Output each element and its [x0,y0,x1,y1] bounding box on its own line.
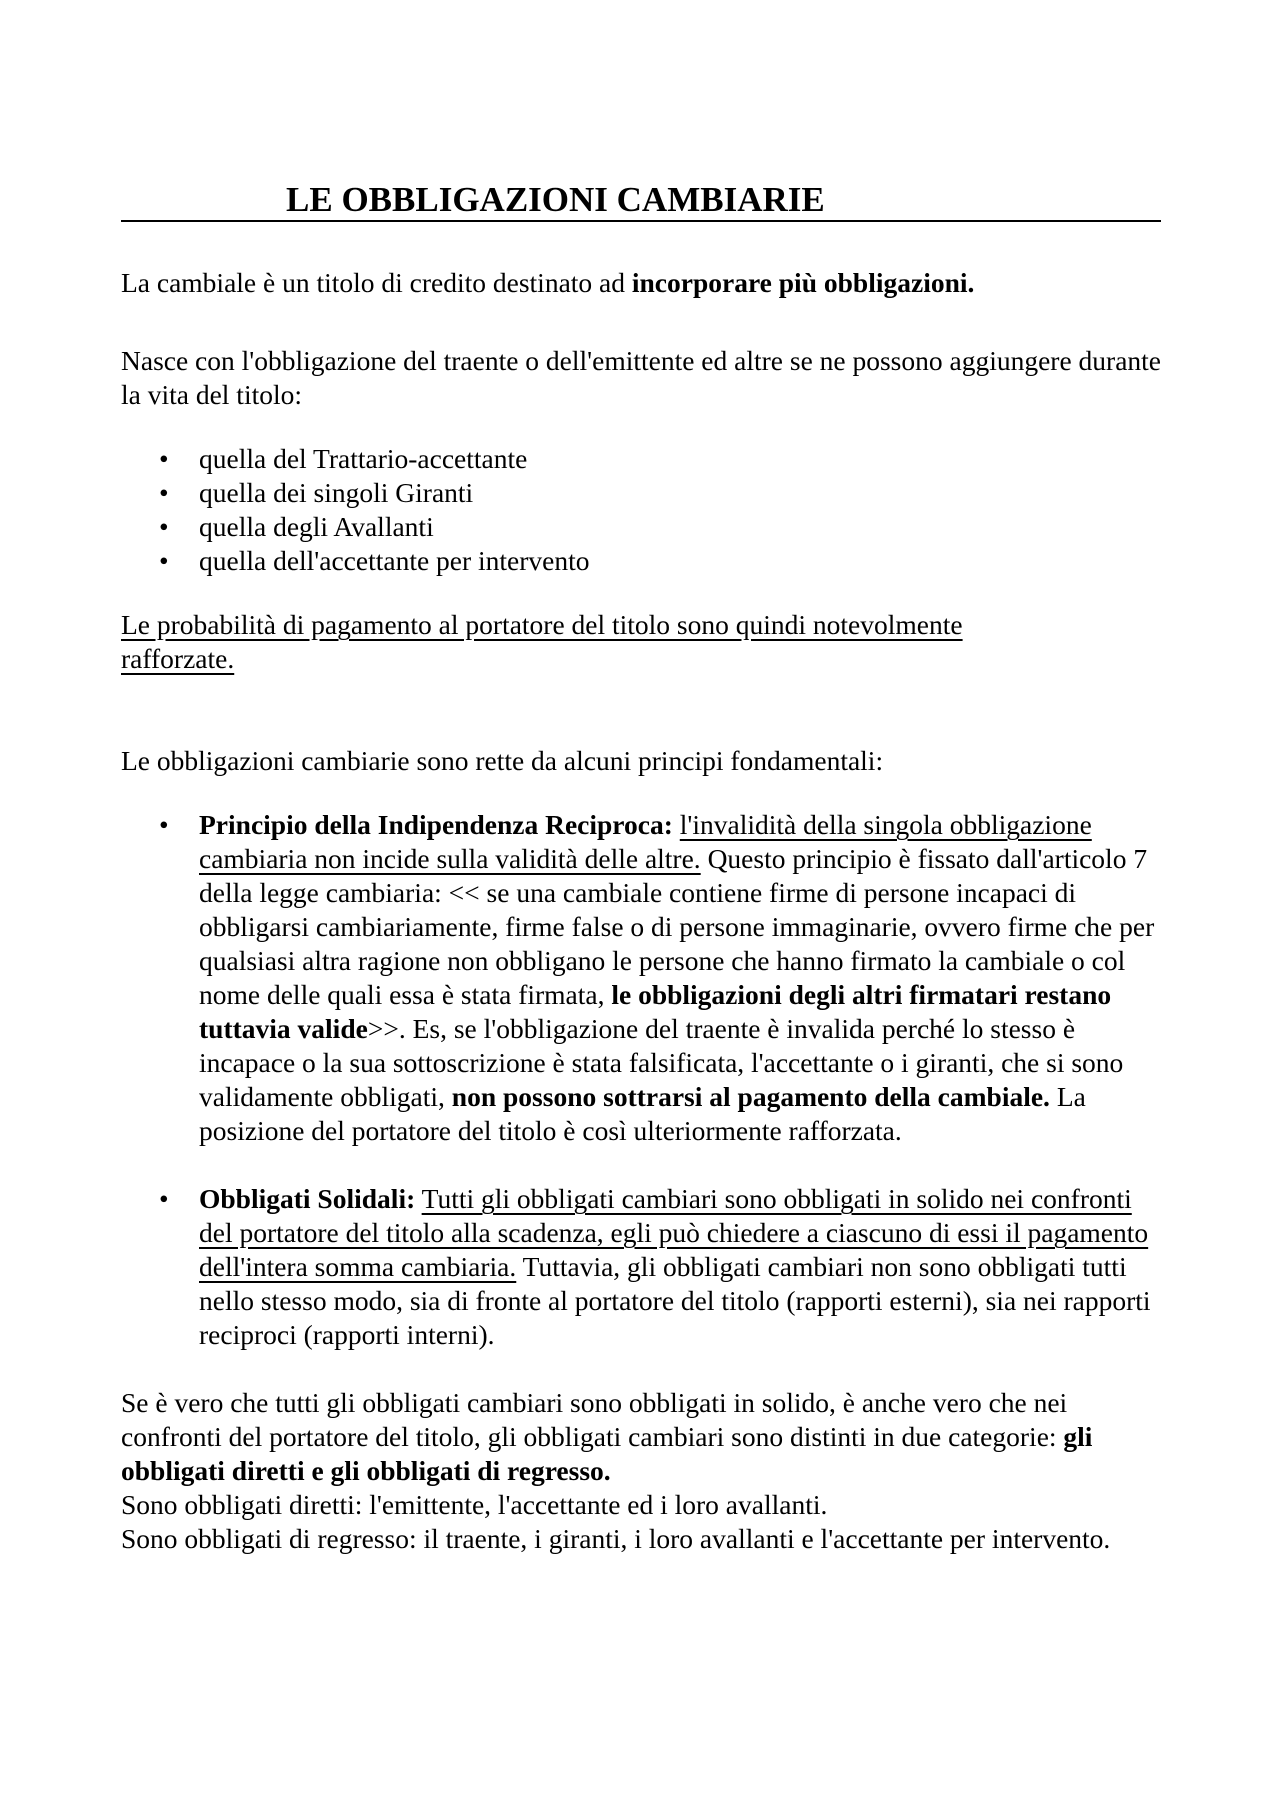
principle-underlined: Tutti gli obbligati cambiari sono obbligati in solido nei confronti del portatore del titolo alla scadenza, egli può chiedere a ciascuno di essi il pagamento dell'intera somma cambiaria. [199,1183,1149,1282]
conclusion-text: Se è vero che tutti gli obbligati cambiari sono obbligati in solido, è anche vero che nei confronti del portatore del titolo, gli obbligati cambiari sono distinti in due categorie: [121,1387,1068,1452]
bullet-icon: • [159,545,169,576]
document-page [121,180,1161,1556]
obligations-list [121,442,1161,578]
list-item [121,442,1161,476]
principle-text: >>. Es, se l'obbligazione del traente è invalida perché lo stesso è incapace o la sua sottoscrizione è stata falsificata, l'accettante o i giranti, che si sono validamente obbligati, [199,1013,1124,1112]
bullet-icon: • [159,809,169,840]
list-item [121,544,1161,578]
intro-bold: incorporare più obbligazioni. [631,267,975,298]
intro-paragraph [121,266,1161,300]
principles-list [121,808,1161,1352]
principle-bold: non possono sottrarsi al pagamento della cambiale. [451,1081,1050,1112]
intro-text: La cambiale è un titolo di credito destinato ad [121,267,632,298]
direct-obligors: Sono obbligati diretti: l'emittente, l'accettante ed i loro avallanti. [121,1489,828,1520]
bullet-icon: • [159,477,169,508]
list-item [121,510,1161,544]
principle-independence [121,808,1164,1148]
list-item-text: quella dell'accettante per intervento [199,545,590,576]
principle-text: Questo principio è fissato dall'articolo 7 della legge cambiaria: << se una cambiale contiene firme di persone incapaci di obbligarsi cambiariamente, firme false o di persone immaginarie, ovvero firme che per qualsiasi altra ragione non obbligano le persone che hanno firmato la cambiale o col nome delle quali essa è stata firmata, [199,843,1155,1010]
principle-solidarity [121,1182,1164,1352]
origin-paragraph: Nasce con l'obbligazione del traente o dell'emittente ed altre se ne possono aggiungere durante la vita del titolo: [121,345,1162,410]
principle-underlined: l'invalidità della singola obbligazione cambiaria non incide sulla validità delle altre. [199,809,1092,874]
list-item-text: quella degli Avallanti [199,511,434,542]
bullet-icon: • [159,511,169,542]
regress-obligors: Sono obbligati di regresso: il traente, i giranti, i loro avallanti e l'accettante per intervento. [121,1523,1111,1554]
conclusion-bold: gli obbligati diretti e gli obbligati di regresso. [121,1421,1093,1486]
probability-paragraph [121,608,1061,676]
probability-underlined: Le probabilità di pagamento al portatore del titolo sono quindi notevolmente rafforzate. [121,609,963,674]
principle-text: La posizione del portatore del titolo è così ulteriormente rafforzata. [199,1081,1086,1146]
principles-intro: Le obbligazioni cambiarie sono rette da alcuni principi fondamentali: [121,745,884,776]
list-item-text: quella del Trattario-accettante [199,443,528,474]
bullet-icon: • [159,443,169,474]
principle-bold: le obbligazioni degli altri firmatari restano tuttavia valide [199,979,1112,1044]
principle-heading: Obbligati Solidali: [199,1183,416,1214]
list-item-text: quella dei singoli Giranti [199,477,474,508]
list-item [121,476,1161,510]
principle-text: Tuttavia, gli obbligati cambiari non sono obbligati tutti nello stesso modo, sia di fronte al portatore del titolo (rapporti esterni), sia nei rapporti reciproci (rapporti interni). [199,1251,1151,1350]
conclusion-paragraph [121,1386,1166,1488]
bullet-icon: • [159,1183,169,1214]
principle-heading: Principio della Indipendenza Reciproca: [199,809,673,840]
page-title: LE OBBLIGAZIONI CAMBIARIE [121,180,1161,222]
